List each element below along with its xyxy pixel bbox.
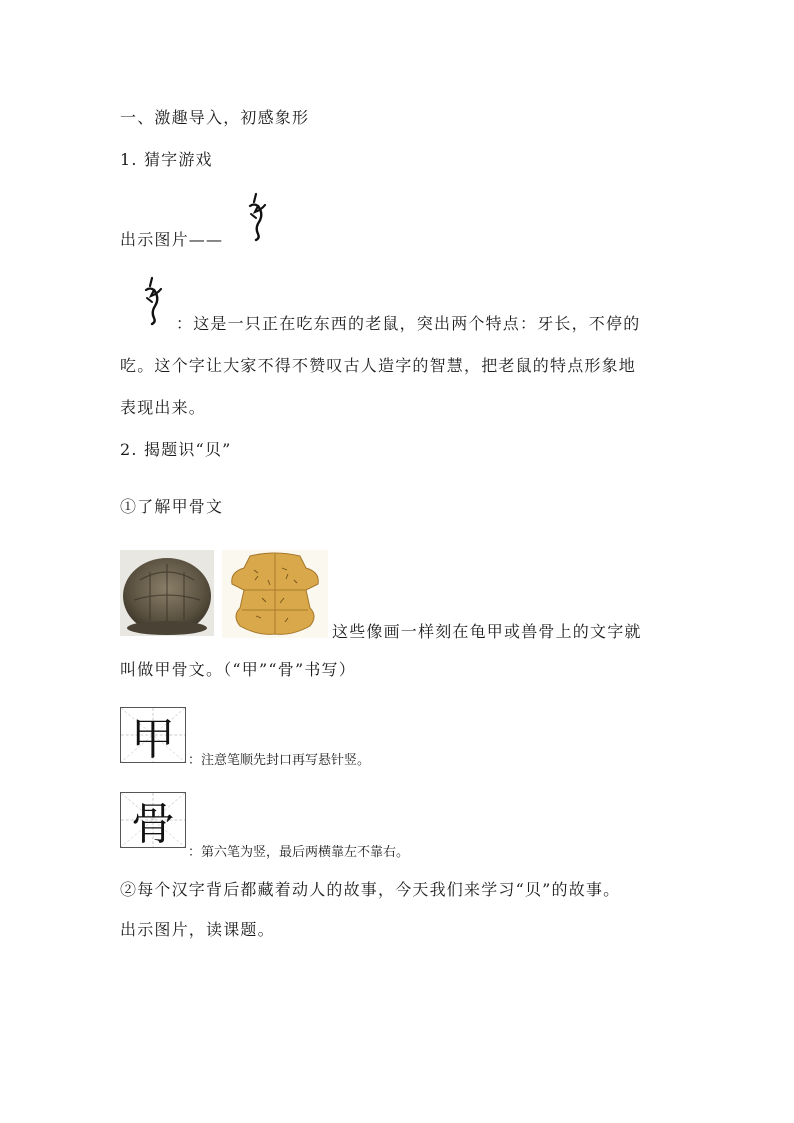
char-jia: 甲 bbox=[131, 714, 175, 765]
char-box-jia bbox=[120, 707, 186, 763]
char-box-gu bbox=[120, 792, 186, 848]
sub-1-title: ①了解甲骨文 bbox=[120, 497, 224, 516]
oracle-mouse-glyph-image bbox=[242, 192, 272, 242]
char-jia-note: ：注意笔顺先封口再写悬针竖。 bbox=[188, 753, 371, 768]
section-title: 一、激趣导入，初感象形 bbox=[120, 108, 310, 127]
turtle-shell-photo bbox=[120, 550, 214, 636]
mouse-explanation-line-2: 吃。这个字让大家不得不赞叹古人造字的智慧，把老鼠的特点形象地 bbox=[120, 356, 637, 375]
mouse-explanation-line-1: ：这是一只正在吃东西的老鼠，突出两个特点：牙长，不停的 bbox=[176, 314, 641, 333]
item-1-title: 1. 猜字游戏 bbox=[120, 150, 213, 169]
oracle-bone-plastron-photo bbox=[222, 550, 328, 638]
show-picture-label: 出示图片—— bbox=[120, 230, 224, 249]
item-2-title: 2. 揭题识“贝” bbox=[120, 440, 232, 459]
mouse-explanation-line-3: 表现出来。 bbox=[120, 398, 207, 417]
oracle-text-line-1: 这些像画一样刻在龟甲或兽骨上的文字就 bbox=[332, 622, 642, 641]
char-gu: 骨 bbox=[131, 799, 175, 850]
char-gu-note: ：第六笔为竖，最后两横靠左不靠右。 bbox=[188, 845, 410, 860]
sub-2-line-1: ②每个汉字背后都藏着动人的故事，今天我们来学习“贝”的故事。 bbox=[120, 880, 621, 899]
oracle-mouse-glyph-inline-image bbox=[138, 276, 168, 326]
sub-2-line-2: 出示图片，读课题。 bbox=[120, 920, 275, 939]
oracle-text-line-2: 叫做甲骨文。（“甲”“骨”书写） bbox=[120, 660, 356, 679]
